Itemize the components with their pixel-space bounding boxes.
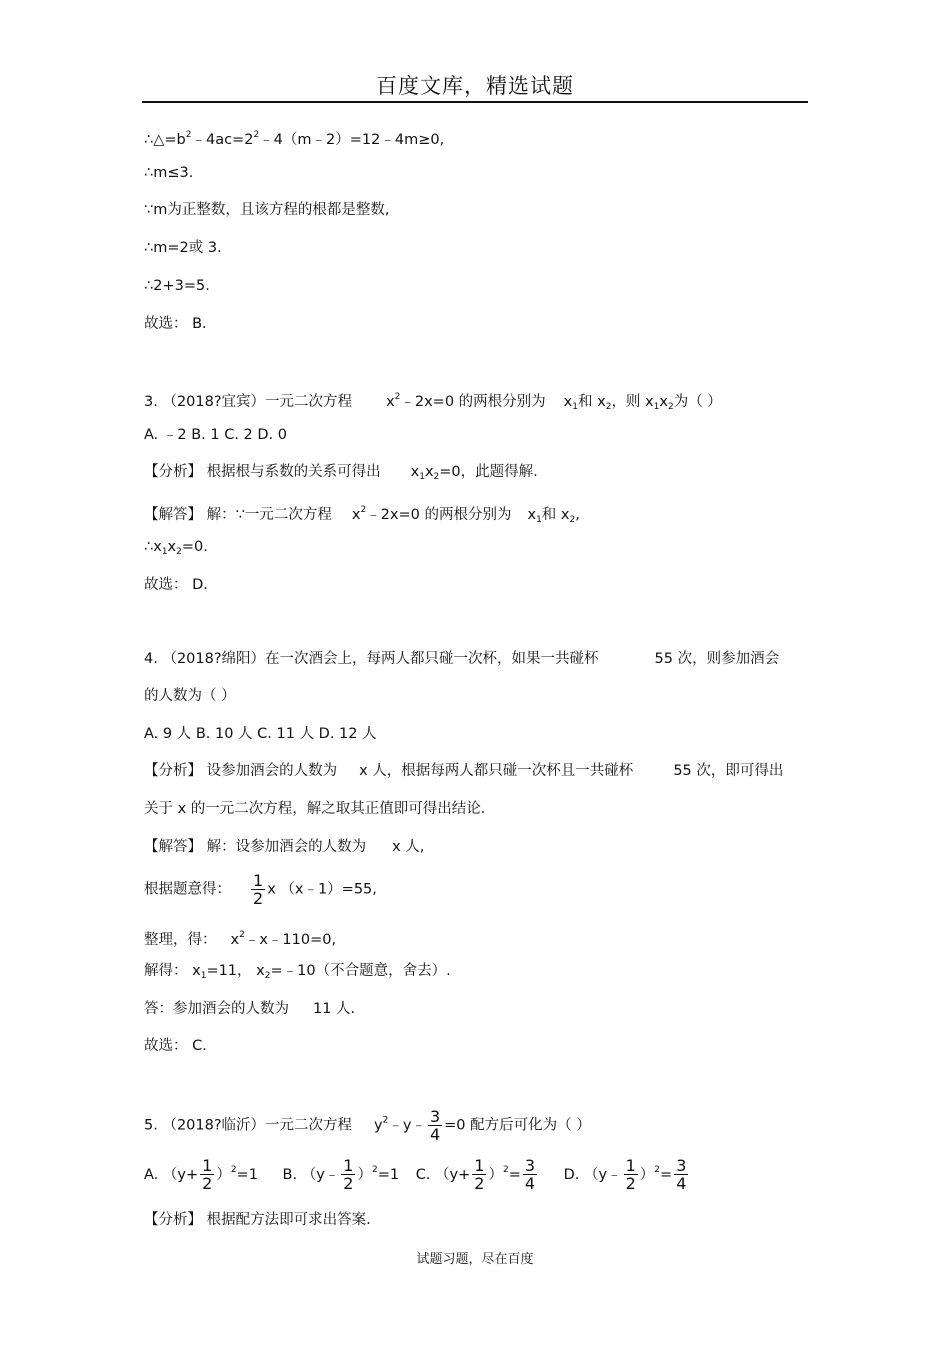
q3-result: $\therefore x_1x_2=0$. — [144, 539, 208, 557]
q2-line-3: ∵m为正整数，且该方程的根都是整数, — [144, 202, 390, 218]
header-rule — [142, 101, 808, 103]
q5-analysis: 【分析】 根据配方法即可求出答案. — [144, 1212, 371, 1228]
q5-stem: 5. （2018?临沂）一元二次方程 $y^2﹣y﹣$ $\frac{3}{4}$ =0 配方后可化为（ ） — [144, 1107, 591, 1144]
q4-equation: 根据题意得： $\frac{1}{2}$ x （x﹣1）=55, — [144, 871, 377, 908]
q5-option-b: B. （y﹣ $\frac{1}{2}$ ）$^2$=1 — [282, 1156, 400, 1193]
q3-analysis: 【分析】 根据根与系数的关系可得出 $x_1x_2=0$，此题得解. — [144, 464, 538, 482]
q2-line-4: ∴m=2或 3. — [144, 240, 222, 256]
q4-roots: 解得： $x_1=11$， $x_2=﹣10$（不合题意，舍去）. — [144, 963, 451, 981]
page-footer: 试题习题，尽在百度 — [416, 1252, 534, 1267]
fraction-one-half: $\frac{1}{2}$ — [253, 871, 264, 908]
page-header-title: 百度文库，精选试题 — [376, 74, 574, 98]
q4-stem-line-2: 的人数为（ ） — [144, 688, 236, 704]
q5-option-d: D. （y﹣ $\frac{1}{2}$ ）$^2$= $\frac{3}{4}$ — [563, 1156, 687, 1193]
q3-choice: 故选： D. — [144, 577, 208, 593]
q5-options — [144, 1157, 690, 1192]
q4-choice: 故选： C. — [144, 1038, 207, 1054]
q2-discriminant-line: $\therefore\triangle=b^2﹣4ac=2^2﹣4(m﹣2)=12﹣4m\ge 0$, — [144, 130, 445, 148]
q4-stem-line-1: 4. （2018?绵阳）在一次酒会上，每两人都只碰一次杯，如果一共碰杯 55 次，则参加酒会 — [144, 651, 780, 667]
q4-analysis-line-2: 关于 x 的一元二次方程，解之取其正值即可得出结论. — [144, 801, 486, 817]
q2-choice: 故选： B. — [144, 316, 207, 332]
q4-simplified: 整理，得： $x^2﹣x﹣110=0$, — [144, 930, 337, 948]
q5-option-a: A. （y+ $\frac{1}{2}$ ）$^2$=1 — [144, 1156, 258, 1193]
q4-analysis-line-1: 【分析】 设参加酒会的人数为 x 人，根据每两人都只碰一次杯且一共碰杯 55 次，即可得出 — [144, 763, 784, 779]
q3-options: A. ﹣2 B. 1 C. 2 D. 0 — [144, 427, 288, 443]
q4-answer: 答：参加酒会的人数为 11 人. — [144, 1001, 356, 1017]
fraction-three-quarters: $\frac{3}{4}$ — [429, 1107, 441, 1144]
q5-option-c: C. （y+ $\frac{1}{2}$ ）$^2$= $\frac{3}{4}$ — [415, 1156, 536, 1193]
q2-line-2: ∴m≤3. — [144, 165, 194, 181]
q4-solution: 【解答】 解：设参加酒会的人数为 x 人, — [144, 839, 425, 855]
q4-options: A. 9 人 B. 10 人 C. 11 人 D. 12 人 — [144, 726, 377, 742]
q2-line-5: ∴2+3=5. — [144, 278, 210, 294]
q3-stem: 3. （2018?宜宾）一元二次方程 $x^2﹣2x=0$ 的两根分别为 $x_1$和 $x_2$，则 $x_1x_2$为（ ） — [144, 392, 722, 412]
q3-solution: 【解答】 解：∵一元二次方程 $x^2﹣2x=0$ 的两根分别为 $x_1$和 $x_2$, — [144, 505, 580, 525]
